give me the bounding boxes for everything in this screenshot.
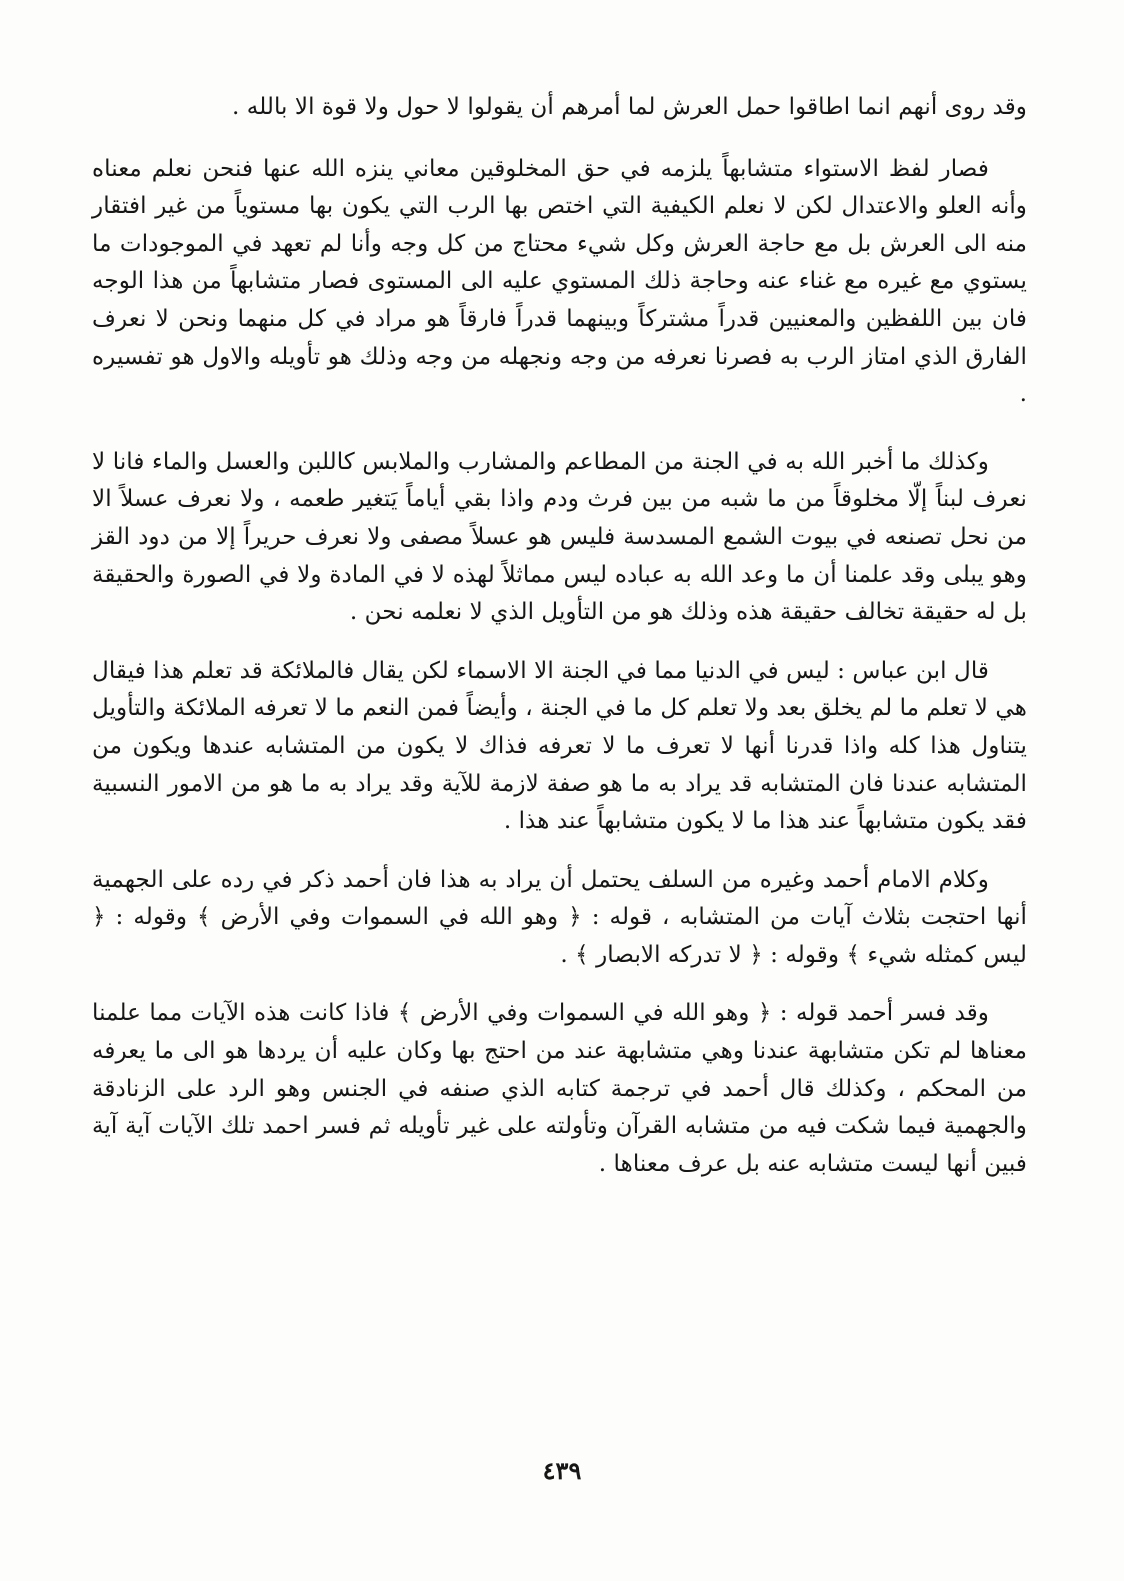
paragraph: وقد فسر أحمد قوله : ﴿ وهو الله في السموات وفي الأرض ﴾ فاذا كانت هذه الآيات مما علمنا معناها لم تكن متشابهة عندنا وهي متشابهة عند من احتج بها وكان عليه أن يردها هو الى ما يعرفه من المحكم ، وكذلك قال أحمد في ترجمة كتابه الذي صنفه في الجنس وهو الرد على الزنادقة والجهمية فيما شكت فيه من متشابه القرآن وتأولته على غير تأويله ثم فسر احمد تلك الآيات آية آية فبين أنها ليست متشابه عنه بل عرف معناها . [92, 999, 1027, 1177]
paragraph: وكلام الامام أحمد وغيره من السلف يحتمل أن يراد به هذا فان أحمد ذكر في رده على الجهمية أنها احتجت بثلاث آيات من المتشابه ، قوله : ﴿ وهو الله في السموات وفي الأرض ﴾ وقوله : ﴿ ليس كمثله شيء ﴾ وقوله : ﴿ لا تدركه الابصار ﴾ . [92, 865, 1027, 968]
paragraph: وقد روى أنهم انما اطاقوا حمل العرش لما أمرهم أن يقولوا لا حول ولا قوة الا بالله . [232, 93, 1027, 120]
paragraph: قال ابن عباس : ليس في الدنيا مما في الجنة الا الاسماء لكن يقال فالملائكة قد تعلم هذا فيقال هي لا تعلم ما لم يخلق بعد ولا تعلم كل ما في الجنة ، وأيضاً فمن النعم ما لا تعرفه الملائكة والتأويل يتناول هذا كله واذا قدرنا أنها لا تعرف ما لا تعرفه فذاك لا يكون من المتشابه عندها ويكون من المتشابه عندنا فان المتشابه قد يراد به ما هو صفة لازمة للآية وقد يراد به ما هو من الامور النسبية فقد يكون متشابهاً عند هذا ما لا يكون متشابهاً عند هذا . [92, 656, 1027, 835]
body-text [92, 88, 1027, 1182]
paragraph: فصار لفظ الاستواء متشابهاً يلزمه في حق المخلوقين معاني ينزه الله عنها فنحن نعلم معناه وأنه العلو والاعتدال لكن لا نعلم الكيفية التي اختص بها الرب التي يكون بها مستوياً من غير افتقار منه الى العرش بل مع حاجة العرش وكل شيء محتاج من كل وجه وأنا لم تعهد في الموجودات ما يستوي مع غيره مع غناء عنه وحاجة ذلك المستوي عليه الى المستوى فصار متشابهاً من هذا الوجه فان بين اللفظين والمعنيين قدراً مشتركاً وبينهما قدراً فارقاً هو مراد في كل منهما ونحن لا نعرف الفارق الذي امتاز الرب به فصرنا نعرفه من وجه ونجهله من وجه وذلك هو تأويله والاول هو تفسيره . [92, 154, 1028, 408]
page-number: ٤٣٩ [542, 1456, 582, 1485]
paragraph: وكذلك ما أخبر الله به في الجنة من المطاعم والمشارب والملابس كاللبن والعسل والماء فانا لا نعرف لبناً إلّا مخلوقاً من ما شبه من بين فرث ودم واذا بقي أياماً يَتغير طعمه ، ولا نعرف عسلاً الا من نحل تصنعه في بيوت الشمع المسدسة فليس هو عسلاً مصفى ولا نعرف حريراً إلا من دود القز وهو يبلى وقد علمنا أن ما وعد الله به عباده ليس مماثلاً لهذه لا في المادة ولا في الصورة والحقيقة بل له حقيقة تخالف حقيقة هذه وذلك هو من التأويل الذي لا نعلمه نحن . [92, 447, 1027, 626]
